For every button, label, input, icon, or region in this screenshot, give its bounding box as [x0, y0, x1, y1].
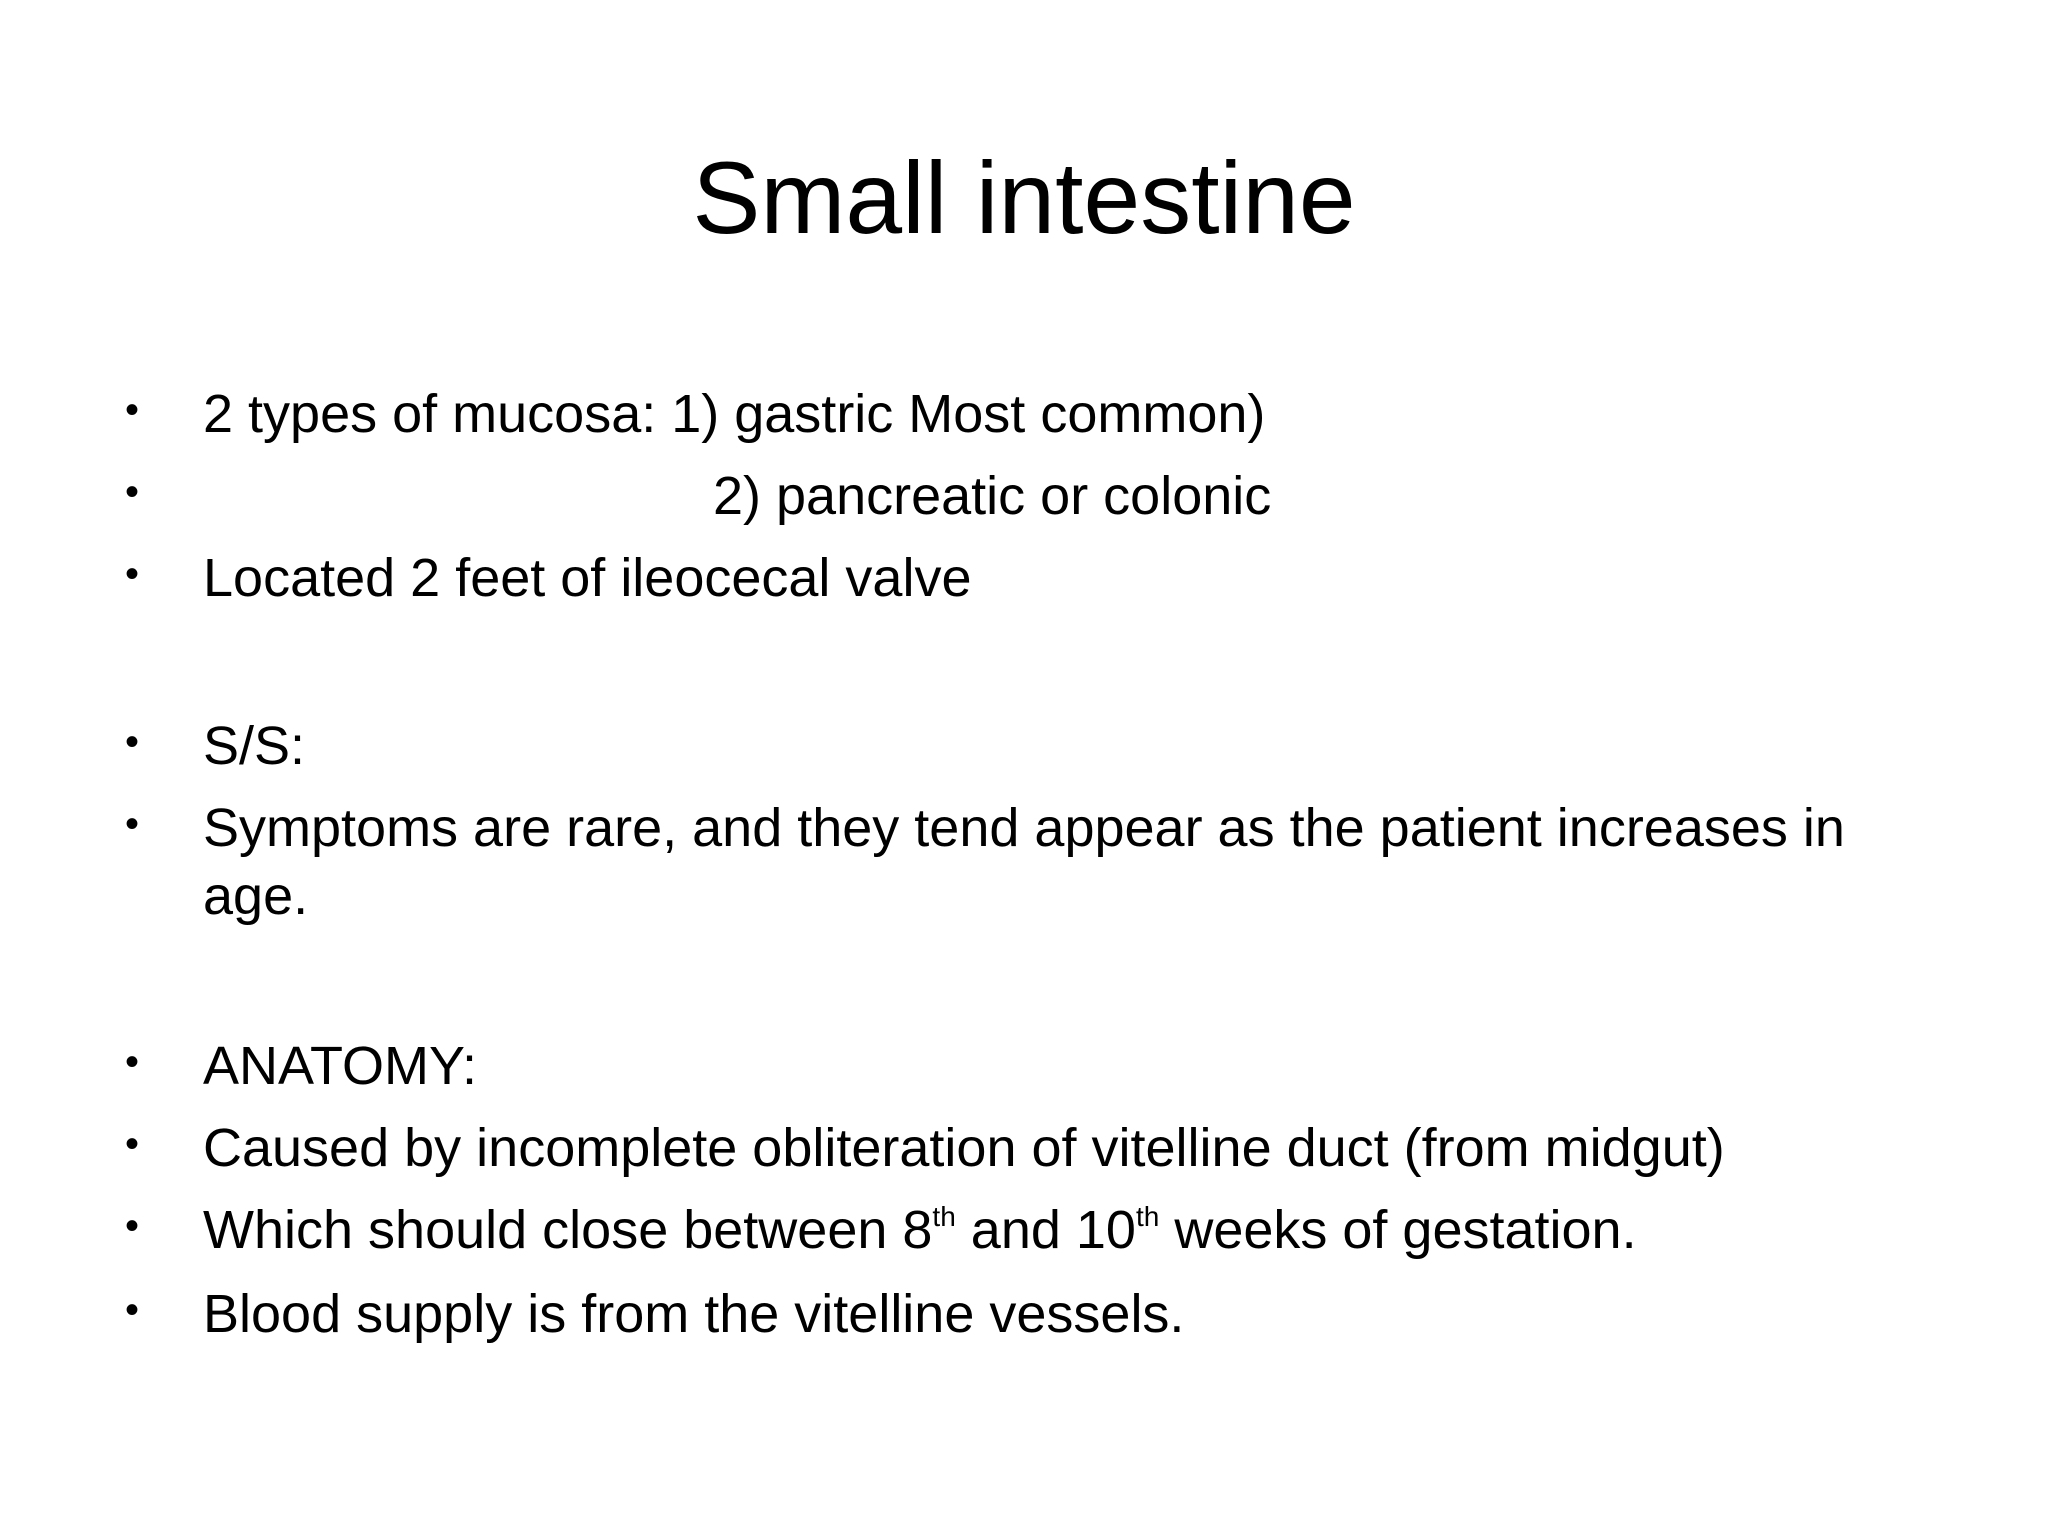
text-run: Which should close between 8 [203, 1200, 933, 1260]
bullet-icon: • [125, 388, 140, 432]
text-run: and 10 [955, 1200, 1136, 1260]
bullet-text: 2) pancreatic or colonic [713, 466, 1272, 526]
bullet-icon: • [125, 1040, 140, 1084]
slide-title: Small intestine [692, 141, 1356, 255]
bullet-text: ANATOMY: [203, 1036, 478, 1096]
bullet-text: Caused by incomplete obliteration of vitelline duct (from midgut) [203, 1118, 1725, 1178]
bullet-text [203, 1196, 1923, 1264]
bullet-icon: • [125, 720, 140, 764]
text-run: weeks of gestation. [1159, 1200, 1637, 1260]
bullet-icon: • [125, 1204, 140, 1248]
superscript-text: th [932, 1201, 956, 1232]
superscript-text: th [1135, 1201, 1160, 1232]
bullet-text: 2 types of mucosa: 1) gastric Most common) [203, 384, 1266, 444]
bullet-icon: • [125, 802, 140, 846]
bullet-icon: • [125, 552, 140, 596]
bullet-icon: • [125, 470, 140, 514]
bullet-text: S/S: [203, 716, 306, 776]
bullet-text: Blood supply is from the vitelline vessels. [203, 1284, 1185, 1344]
bullet-text: Located 2 feet of ileocecal valve [203, 548, 972, 608]
bullet-icon: • [125, 1122, 140, 1166]
bullet-text: Symptoms are rare, and they tend appear as the patient increases in age. [203, 798, 1845, 926]
bullet-icon: • [125, 1288, 140, 1332]
